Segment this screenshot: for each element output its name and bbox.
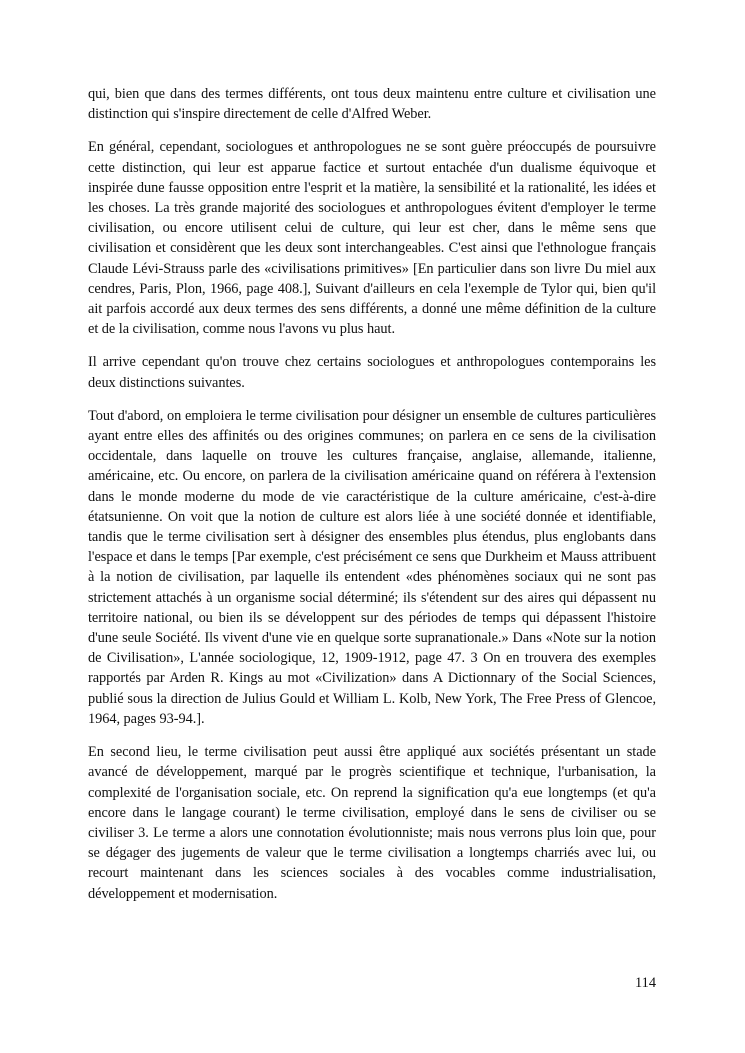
paragraph-second-distinction: En second lieu, le terme civilisation peut aussi être appliqué aux sociétés présentant un stade avancé de développement, marqué par le progrès scientifique et technique, l'urbanisation, la complexité de l'organisation sociale, etc. On reprend la signification qu'a eue longtemps (et qu'a encore dans le langage courant) le terme civilisation, employé dans le sens de civiliser ou se civiliser 3. Le terme a alors une connotation évolutionniste; mais nous verrons plus loin que, pour se dégager des jugements de valeur que le terme civilisation a longtemps charriés avec lui, ou recourt maintenant dans les sciences sociales à des vocables comme industrialisation, développement et modernisation. [88, 744, 656, 902]
page-number: 114 [635, 975, 656, 991]
paragraph-first-distinction: Tout d'abord, on emploiera le terme civilisation pour désigner un ensemble de cultures particulières ayant entre elles des affinités ou des origines communes; on parlera en ce sens de la civilisation occidentale, dans laquelle on trouve les cultures française, anglaise, allemande, italienne, américaine, etc. Ou encore, on parlera de la civilisation américaine quand on référera à l'extension dans le monde moderne du mode de vie caractéristique de la culture américaine, c'est-à-dire étatsunienne. On voit que la notion de culture est alors liée à une société donnée et identifiable, tandis que le terme civilisation sert à désigner des ensembles plus étendus, plus englobants dans l'espace et dans le temps [Par exemple, c'est précisément ce sens que Durkheim et Mauss attribuent à la notion de civilisation, par laquelle ils entendent «des phénomènes sociaux qui ne sont pas strictement attachés à un organisme social déterminé; ils s'étendent sur des aires qui dépassent nu territoire national, ou bien ils se développent sur des périodes de temps qui dépassent l'histoire d'une seule Société. Ils vivent d'une vie en quelque sorte supranationale.» Dans «Note sur la notion de Civilisation», L'année sociologique, 12, 1909-1912, page 47. 3 On en trouvera des exemples rapportés par Arden R. Kings au mot «Civilization» dans A Dictionnary of the Social Sciences, publié sous la direction de Julius Gould et William L. Kolb, New York, The Free Press of Glencoe, 1964, pages 93-94.]. [88, 407, 656, 727]
paragraph-two-distinctions: Il arrive cependant qu'on trouve chez certains sociologues et anthropologues contemporains les deux distinctions suivantes. [88, 354, 656, 391]
paragraph-general-usage: En général, cependant, sociologues et anthropologues ne se sont guère préoccupés de poursuivre cette distinction, qui leur est apparue factice et surtout entachée d'un dualisme équivoque et inspirée dune fausse opposition entre l'esprit et la matière, la sensibilité et la rationalité, les idées et les choses. La très grande majorité des sociologues et anthropologues évitent d'employer le terme civilisation, ou encore utilisent celui de culture, qui leur est cher, dans le même sens que civilisation et considèrent que les deux sont interchangeables. C'est ainsi que l'ethnologue français Claude Lévi-Strauss parle des «civilisations primitives» [En particulier dans son livre Du miel aux cendres, Paris, Plon, 1966, page 408.], Suivant d'ailleurs en cela l'exemple de Tylor qui, bien qu'il ait parfois accordé aux deux termes des sens différents, a donné une même définition de la culture et de la civilisation, comme nous l'avons vu plus haut. [88, 139, 656, 338]
document-page [88, 84, 656, 917]
paragraph-intro-continuation: qui, bien que dans des termes différents, ont tous deux maintenu entre culture et civilisation une distinction qui s'inspire directement de celle d'Alfred Weber. [88, 86, 656, 123]
